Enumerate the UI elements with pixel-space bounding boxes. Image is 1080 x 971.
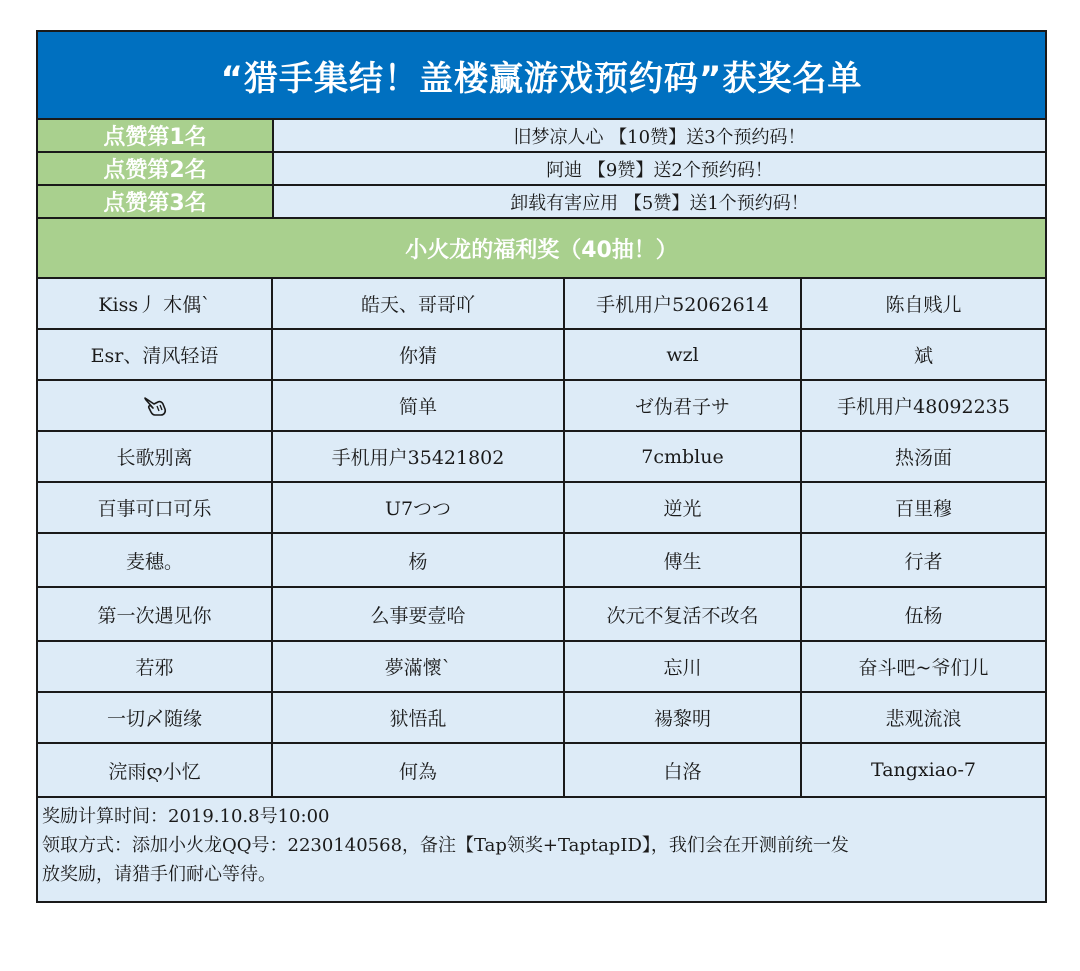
- section-title: 小火龙的福利奖（40抽！）: [38, 219, 1045, 279]
- table-row: [38, 587, 1045, 641]
- rank-label: 点赞第1名: [38, 120, 274, 151]
- rank-value: 卸载有害应用 【5赞】送1个预约码！: [274, 186, 1045, 217]
- winners-table: [38, 279, 1045, 798]
- winner-name: 斌: [801, 329, 1045, 380]
- winner-name: 杨: [272, 533, 564, 587]
- winner-name: 百里穆: [801, 482, 1045, 533]
- winner-name: 陈自贱儿: [801, 279, 1045, 329]
- table-row: [38, 329, 1045, 380]
- winner-name: 傅生: [564, 533, 801, 587]
- rank-row-2: [38, 153, 1045, 186]
- table-row: [38, 743, 1045, 797]
- winner-name: 忘川: [564, 641, 801, 692]
- winner-name: 手机用户52062614: [564, 279, 801, 329]
- award-list-table: [36, 30, 1047, 903]
- winner-name: 长歌别离: [38, 431, 272, 482]
- claim-method-text-continued: 放奖励，请猎手们耐心等待。: [42, 864, 276, 885]
- rank-row-3: [38, 186, 1045, 219]
- winner-name: 奋斗吧~爷们儿: [801, 641, 1045, 692]
- winner-name: 何為: [272, 743, 564, 797]
- winner-name: [38, 380, 272, 431]
- rank-value: 旧梦凉人心 【10赞】送3个预约码！: [274, 120, 1045, 151]
- table-row: [38, 692, 1045, 743]
- table-row: [38, 431, 1045, 482]
- winner-name: 7cmblue: [564, 431, 801, 482]
- page-title: “猎手集结！盖楼赢游戏预约码”获奖名单: [38, 32, 1045, 120]
- winner-name: 热汤面: [801, 431, 1045, 482]
- table-row: [38, 641, 1045, 692]
- winner-name: 悲观流浪: [801, 692, 1045, 743]
- winner-name: Kiss丿 木偶`: [38, 279, 272, 329]
- winner-name: 狱悟乱: [272, 692, 564, 743]
- winner-name: 么事要壹哈: [272, 587, 564, 641]
- winner-name: 简单: [272, 380, 564, 431]
- winner-name: 第一次遇见你: [38, 587, 272, 641]
- winner-name: ゼ伪君子サ: [564, 380, 801, 431]
- winner-name: 皓天、哥哥吖: [272, 279, 564, 329]
- table-row: [38, 482, 1045, 533]
- claim-method-text: 领取方式：添加小火龙QQ号：2230140568，备注【Tap领奖+TaptapID】，我们会在开测前统一发: [42, 835, 849, 856]
- rank-label: 点赞第3名: [38, 186, 274, 217]
- rank-label: 点赞第2名: [38, 153, 274, 184]
- winner-name: 麦穗。: [38, 533, 272, 587]
- winner-name: Esr、清风轻语: [38, 329, 272, 380]
- winner-name: 逆光: [564, 482, 801, 533]
- winner-name: 伍杨: [801, 587, 1045, 641]
- winner-name: U7つつ: [272, 482, 564, 533]
- winner-name: 浣雨ღ小忆: [38, 743, 272, 797]
- pointing-hand-icon: [142, 395, 168, 417]
- winner-name: 你猜: [272, 329, 564, 380]
- winner-name: Tangxiao-7: [801, 743, 1045, 797]
- rank-row-1: [38, 120, 1045, 153]
- winner-name: 手机用户35421802: [272, 431, 564, 482]
- award-time-text: 奖励计算时间：2019.10.8号10:00: [42, 806, 330, 827]
- winner-name: 手机用户48092235: [801, 380, 1045, 431]
- table-row: [38, 279, 1045, 329]
- winner-name: 百事可口可乐: [38, 482, 272, 533]
- winner-name: 白洛: [564, 743, 801, 797]
- winner-name: 一切〆随缘: [38, 692, 272, 743]
- winner-name: 夢滿懷`: [272, 641, 564, 692]
- rank-value: 阿迪 【9赞】送2个预约码！: [274, 153, 1045, 184]
- footer-notes: [38, 798, 1045, 901]
- winner-name: 行者: [801, 533, 1045, 587]
- winner-name: 次元不复活不改名: [564, 587, 801, 641]
- table-row: [38, 380, 1045, 431]
- winner-name: 若邪: [38, 641, 272, 692]
- table-row: [38, 533, 1045, 587]
- winner-name: 禓黎明: [564, 692, 801, 743]
- winner-name: wzl: [564, 329, 801, 380]
